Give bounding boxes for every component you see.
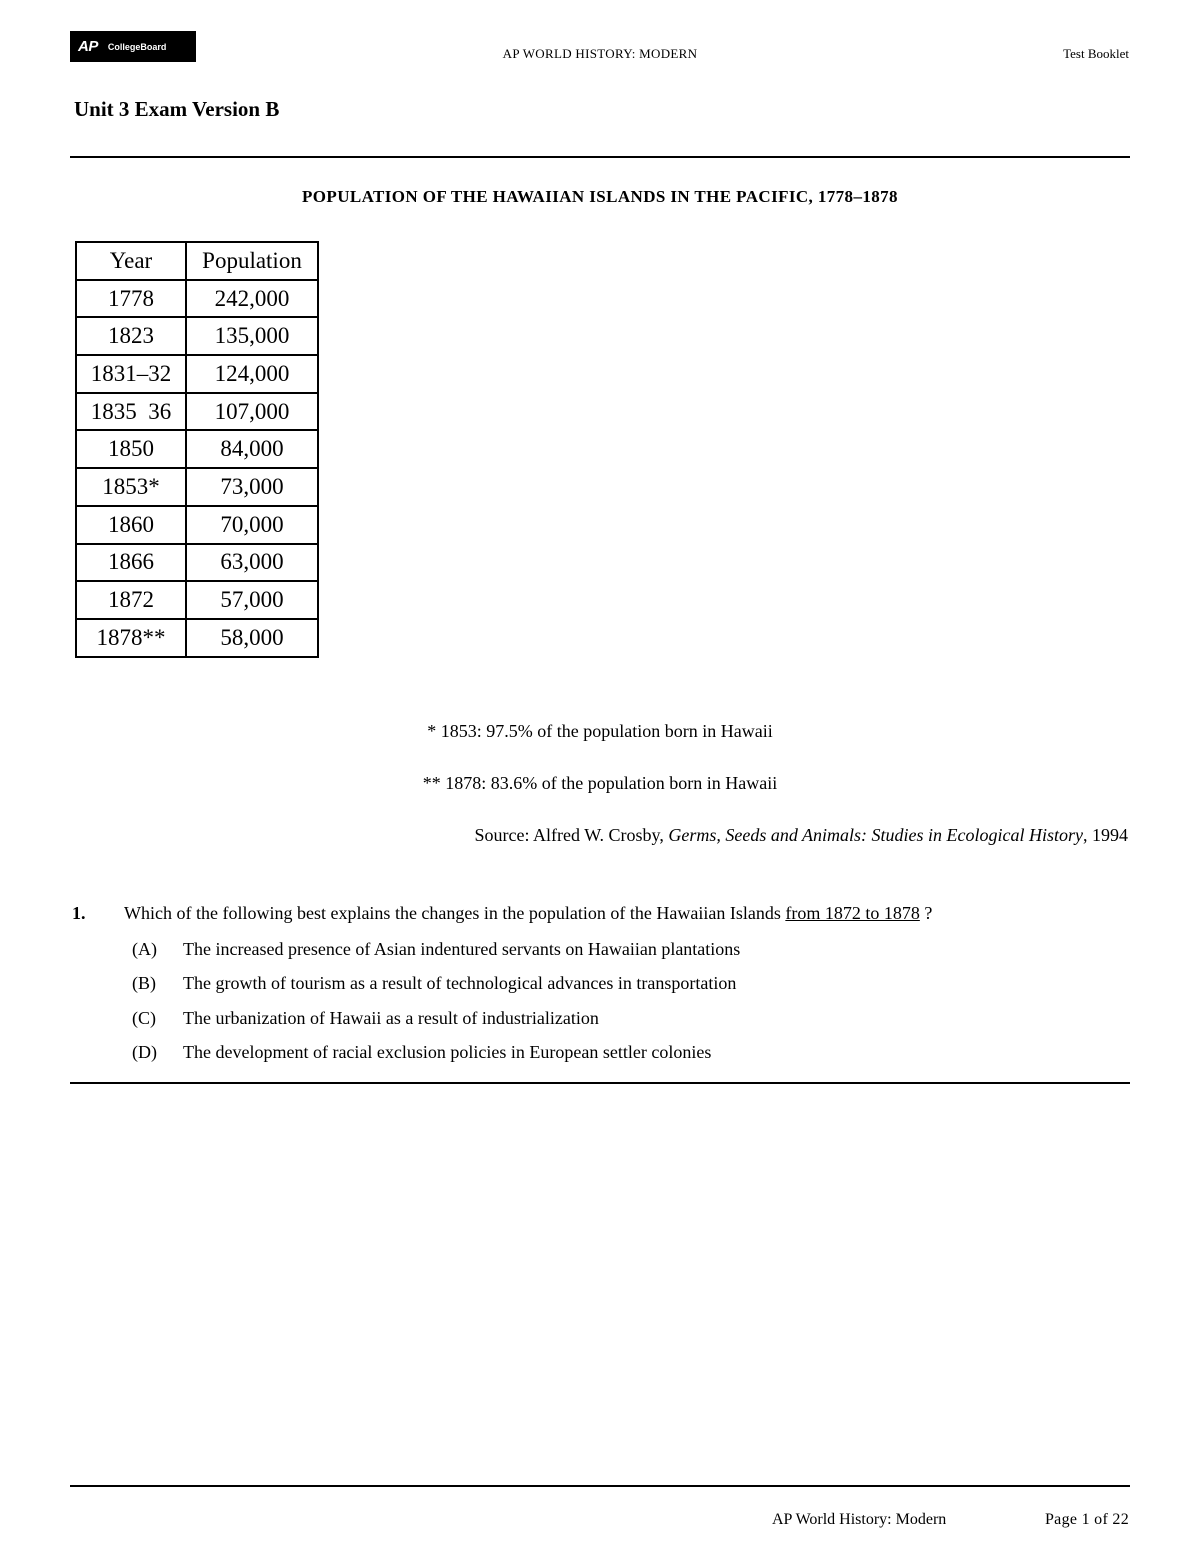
- table-row: [76, 430, 318, 468]
- cell-population: 63,000: [186, 544, 318, 582]
- cell-year: 1831–32: [76, 355, 186, 393]
- cell-year: 1835 36: [76, 393, 186, 431]
- cell-population: 242,000: [186, 280, 318, 318]
- footer-page-number: Page 1 of 22: [1044, 1511, 1129, 1528]
- question-stem-underlined: from 1872 to 1878: [785, 903, 920, 923]
- option-letter: (A): [132, 939, 157, 959]
- question-stem-text: Which of the following best explains the changes in the population of the Hawaiian Islands: [124, 903, 786, 923]
- header-subject: AP WORLD HISTORY: MODERN: [502, 46, 698, 61]
- option-letter: (D): [132, 1042, 157, 1062]
- question-stem: [124, 903, 932, 924]
- cell-year: 1853*: [76, 468, 186, 506]
- cell-population: 124,000: [186, 355, 318, 393]
- cell-year: 1860: [76, 506, 186, 544]
- column-header-year: Year: [76, 242, 186, 280]
- footer-course-title: AP World History: Modern: [772, 1511, 947, 1528]
- table-row: [76, 544, 318, 582]
- cell-population: 73,000: [186, 468, 318, 506]
- source-citation: [475, 825, 1128, 846]
- footnote-1878: ** 1878: 83.6% of the population born in Hawaii: [422, 773, 778, 793]
- answer-option-d[interactable]: [132, 1042, 711, 1063]
- table-row: [76, 355, 318, 393]
- answer-option-c[interactable]: [132, 1008, 599, 1029]
- option-text: The development of racial exclusion policies in European settler colonies: [183, 1042, 712, 1062]
- cell-year: 1850: [76, 430, 186, 468]
- question-number: 1.: [72, 903, 86, 923]
- cell-year: 1878**: [76, 619, 186, 657]
- exam-title: Unit 3 Exam Version B: [74, 97, 280, 121]
- table-header-row: [76, 242, 318, 280]
- cell-population: 57,000: [186, 581, 318, 619]
- column-header-population: Population: [186, 242, 318, 280]
- option-text: The urbanization of Hawaii as a result of industrialization: [183, 1008, 599, 1028]
- cell-year: 1778: [76, 280, 186, 318]
- cell-population: 70,000: [186, 506, 318, 544]
- college-board-logo-text: CollegeBoard: [107, 41, 167, 52]
- source-book-title: Germs, Seeds and Animals: Studies in Ecological History: [668, 825, 1083, 845]
- footer-divider: [70, 1485, 1130, 1487]
- option-letter: (B): [132, 973, 156, 993]
- cell-population: 58,000: [186, 619, 318, 657]
- table-row: [76, 317, 318, 355]
- source-year: , 1994: [1083, 825, 1128, 845]
- question-divider: [70, 1082, 1130, 1084]
- cell-population: 84,000: [186, 430, 318, 468]
- answer-option-a[interactable]: [132, 939, 740, 960]
- ap-logo-text: AP: [78, 38, 98, 55]
- question-stem-end: ?: [919, 903, 933, 923]
- top-divider: [70, 156, 1130, 158]
- cell-year: 1823: [76, 317, 186, 355]
- table-row: [76, 468, 318, 506]
- table-row: [76, 506, 318, 544]
- population-table: [75, 241, 319, 658]
- cell-year: 1872: [76, 581, 186, 619]
- cell-population: 135,000: [186, 317, 318, 355]
- cell-population: 107,000: [186, 393, 318, 431]
- answer-option-b[interactable]: [132, 973, 736, 994]
- option-letter: (C): [132, 1008, 156, 1028]
- source-prefix: Source: Alfred W. Crosby,: [474, 825, 669, 845]
- footnote-1853: * 1853: 97.5% of the population born in Hawaii: [427, 721, 773, 741]
- cell-year: 1866: [76, 544, 186, 582]
- option-text: The increased presence of Asian indentured servants on Hawaiian plantations: [183, 939, 741, 959]
- option-text: The growth of tourism as a result of technological advances in transportation: [183, 973, 737, 993]
- table-row: [76, 393, 318, 431]
- table-row: [76, 581, 318, 619]
- table-row: [76, 280, 318, 318]
- table-row: [76, 619, 318, 657]
- figure-title: POPULATION OF THE HAWAIIAN ISLANDS IN THE PACIFIC, 1778–1878: [302, 187, 898, 206]
- header-booklet-label: Test Booklet: [1063, 46, 1129, 61]
